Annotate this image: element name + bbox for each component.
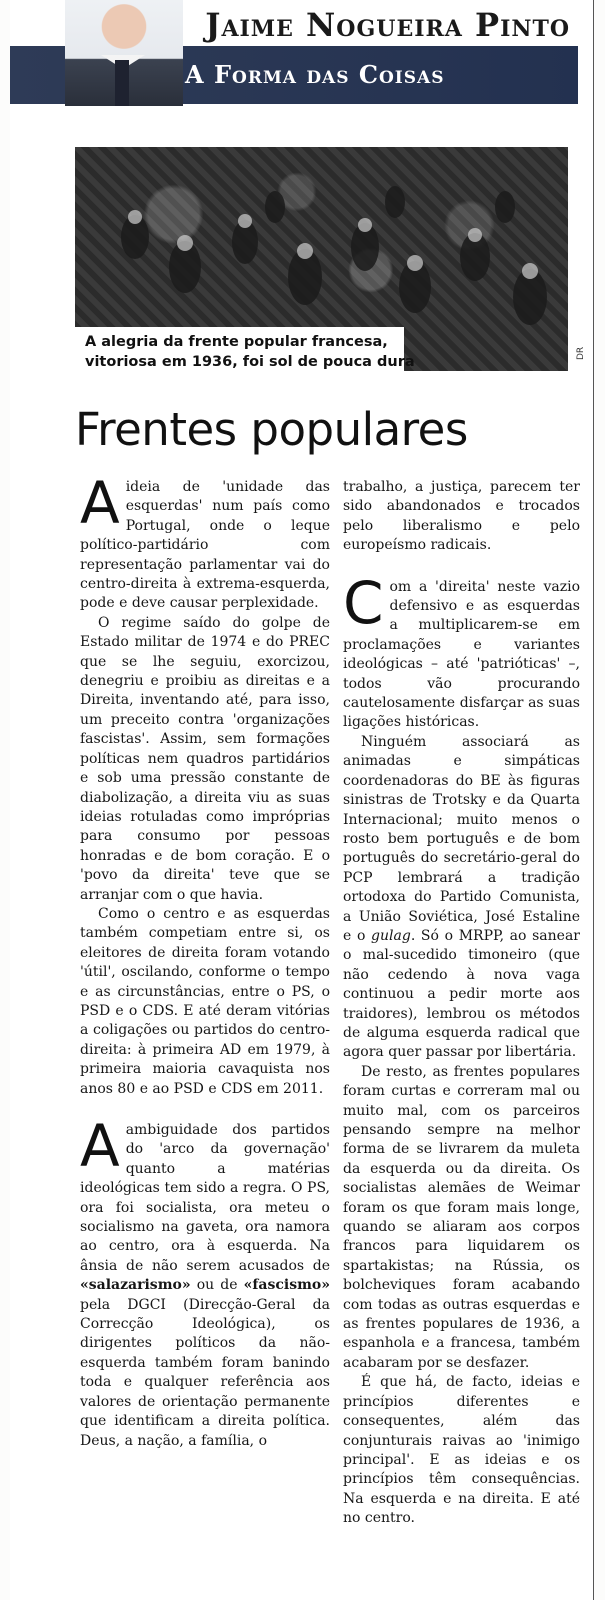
paragraph: De resto, as frentes populares foram curtas e correram mal ou muito mal, com os parceiros pensando sempre na melhor forma de se livrarem da muleta da esquerda ou da direita. Os socialistas alemães de Weimar foram os que foram mais longe, quando se aliaram aos corpos francos para liquidarem os spartakistas; na Rússia, os bolcheviques foram acabando com todas as outras esquerdas e as frentes populares de 1936, a espanhola e a francesa, também acabaram por se desfazer. — [343, 1063, 580, 1371]
paragraph: Como o centro e as esquerdas também competiam entre si, os eleitores de direita foram votando 'útil', oscilando, conforme o tempo e as circunstâncias, entre o PS, o PSD e o CDS. E até deram vitórias a coligações ou partidos do centro-direita: à primeira AD em 1979, à primeira maioria cavaquista nos anos 80 e ao PSD e CDS em 2011. — [80, 905, 330, 1097]
keyword: «fascismo» — [243, 1277, 330, 1294]
paragraph: trabalho, a justiça, parecem ter sido abandonados e trocados pelo liberalismo e pelo europeísmo radicais. — [343, 479, 580, 554]
caption-line-1: A alegria da frente popular francesa, — [85, 334, 388, 350]
author-portrait — [65, 0, 183, 106]
paragraph: O regime saído do golpe de Estado militar de 1974 e do PREC que se lhe seguiu, exorcizou, denegriu e proibiu as direitas e a Direita, inventando até, para isso, um preceito contra 'organizações fascistas'. Assim, sem formações políticas nem quadros partidários e sob uma pressão constante de diabolização, a direita viu as suas ideias rotuladas como impróprias para consumo por pessoas honradas e de bom coração. E o 'povo da direita' teve que se arranjar com o que havia. — [80, 614, 330, 903]
photo-credit: DR — [576, 346, 586, 360]
drop-cap: A — [80, 469, 120, 537]
emphasis: gulag — [371, 927, 411, 944]
article-column-left — [80, 469, 330, 1451]
paragraph: É que há, de facto, ideias e princípios diferentes e consequentes, além das conjunturais raivas ao 'inimigo principal'. E as ideias e os princípios têm consequências. Na esquerda e na direita. E até no centro. — [343, 1374, 580, 1527]
drop-cap: A — [80, 1112, 120, 1180]
drop-cap: C — [343, 568, 384, 637]
paragraph: Com a 'direita' neste vazio defensivo e as esquerdas a multiplicarem-se em proclamações e variantes ideológicas – até 'patrióticas' –, todos vão procurando cautelosamente disfarçar as suas ligações históricas. — [343, 568, 580, 731]
tie — [115, 60, 129, 106]
caption-line-2: vitoriosa em 1936, foi sol de pouca dura — [85, 354, 415, 370]
article-title: Frentes populares — [75, 403, 468, 456]
newspaper-page — [10, 0, 594, 1600]
article-column-right — [343, 478, 580, 1529]
column-title: A Forma das Coisas — [185, 60, 445, 89]
keyword: «salazarismo» — [80, 1277, 191, 1294]
paragraph: Ninguém associará as animadas e simpáticas coordenadoras do BE às figuras sinistras de Trotsky e da Quarta Internacional; muito menos o rosto bem português e de bom português do secretário-geral do PCP lembrará a tradição ortodoxa do Partido Comunista, a União Soviética, José Estaline e o gulag. Só o MRPP, ao sanear o mal-sucedido timoneiro (que não cedendo à nova vaga continuou a pedir morte aos traidores), lembrou os métodos de alguma esquerda radical que agora quer passar por libertária. — [343, 733, 580, 1061]
paragraph: Aambiguidade dos partidos do 'arco da governação' quanto a matérias ideológicas tem sido a regra. O PS, ora foi socialista, ora meteu o socialismo na gaveta, ora namora ao centro, ora à esquerda. Na ânsia de não serem acusados de «salazarismo» ou de «fascismo» pela DGCI (Direcção-Geral da Correcção Ideológica), os dirigentes políticos da não-esquerda também foram banindo toda e qualquer referência aos valores de orientação permanente que identificam a direita política. Deus, a nação, a família, o — [80, 1112, 330, 1449]
author-name: Jaime Nogueira Pinto — [205, 6, 570, 44]
photo-caption — [85, 332, 415, 372]
paragraph: Aideia de 'unidade das esquerdas' num país como Portugal, onde o leque político-partidário com representação parlamentar vai do centro-direita à extrema-esquerda, pode e deve causar perplexidade. — [80, 469, 330, 612]
